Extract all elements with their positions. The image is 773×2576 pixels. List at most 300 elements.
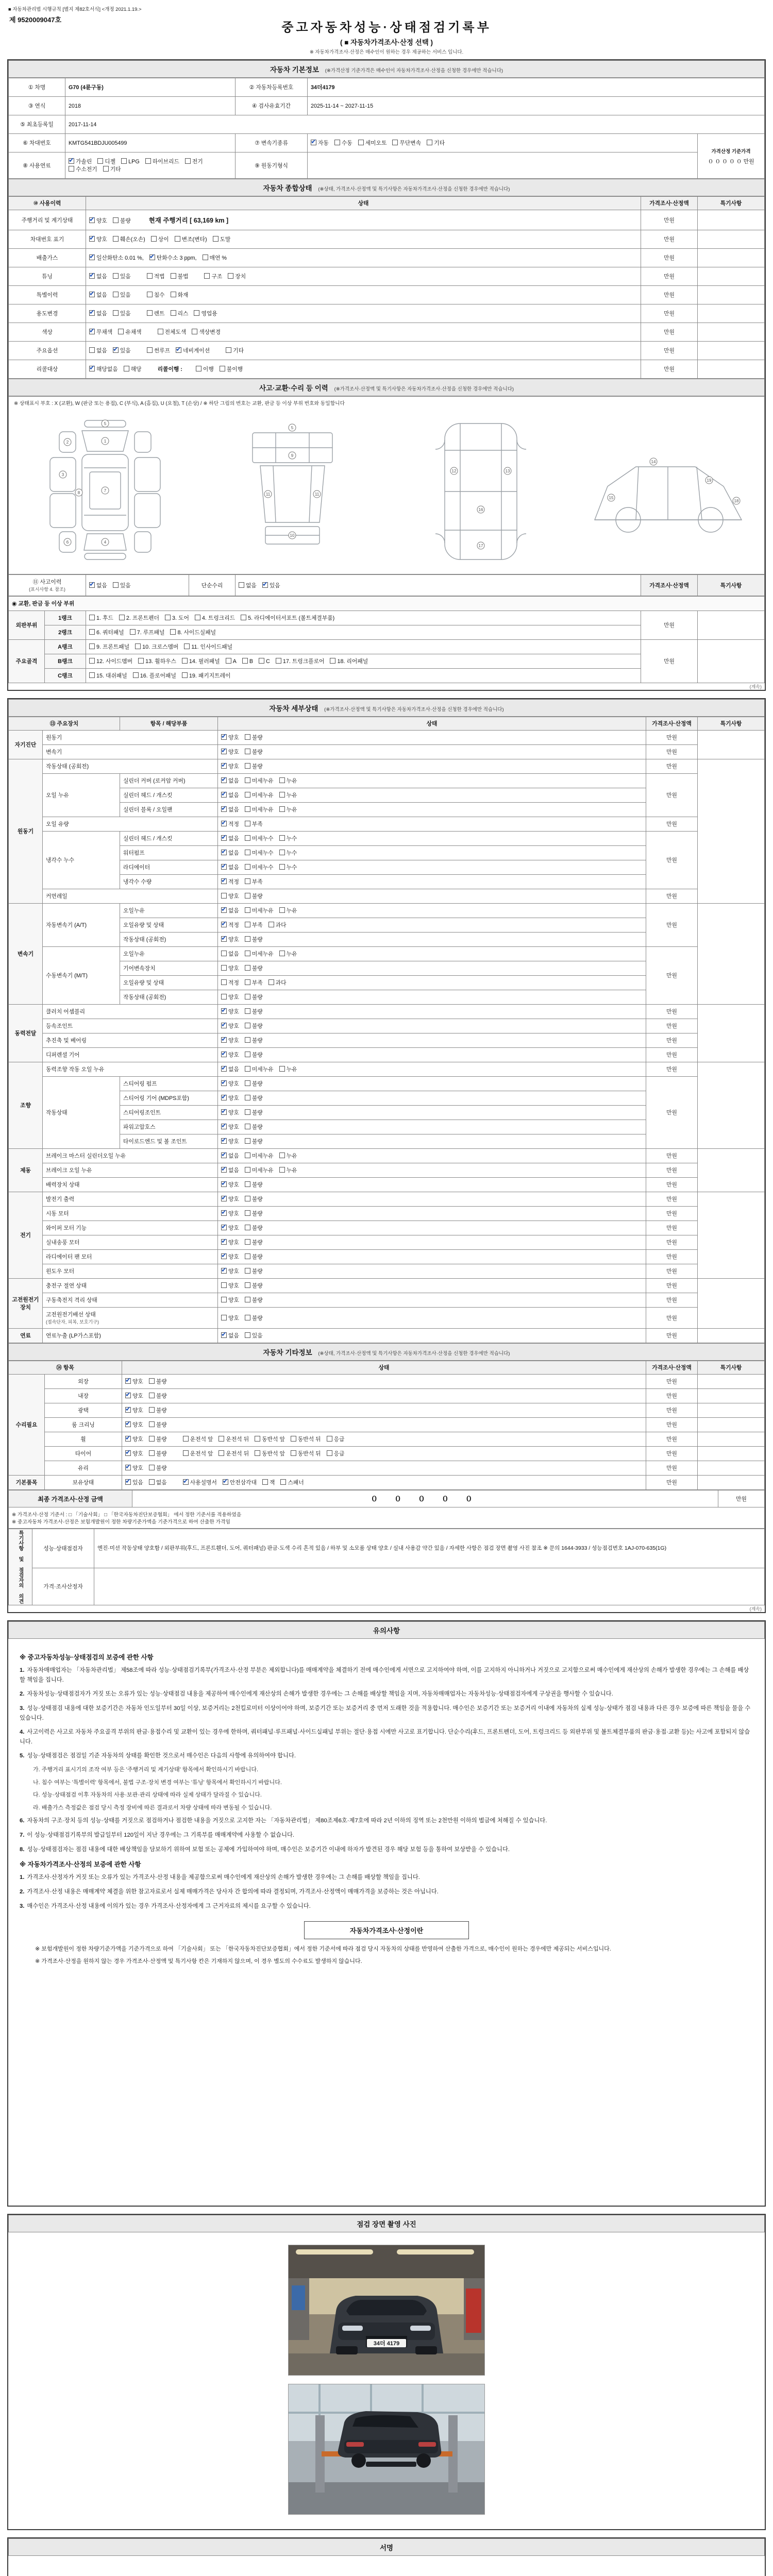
- checkbox[interactable]: [311, 140, 316, 145]
- checkbox-option[interactable]: [327, 1450, 345, 1458]
- checkbox[interactable]: [276, 658, 281, 664]
- checkbox[interactable]: [147, 347, 153, 353]
- checkbox-option[interactable]: [213, 235, 231, 243]
- checkbox[interactable]: [145, 158, 151, 164]
- checkbox[interactable]: [245, 749, 250, 754]
- price-cell[interactable]: 만원: [646, 832, 698, 889]
- checkbox[interactable]: [221, 850, 227, 855]
- checkbox-option[interactable]: [245, 849, 274, 857]
- checkbox[interactable]: [245, 1052, 250, 1057]
- checkbox[interactable]: [219, 1436, 224, 1442]
- checkbox-option[interactable]: [221, 777, 239, 785]
- checkbox[interactable]: [330, 658, 335, 664]
- checkbox[interactable]: [133, 672, 139, 678]
- checkbox-option[interactable]: [121, 158, 140, 165]
- checkbox[interactable]: [291, 1436, 296, 1442]
- checkbox-option[interactable]: [276, 657, 325, 665]
- checkbox-option[interactable]: [221, 1239, 239, 1246]
- checkbox-option[interactable]: [245, 964, 263, 972]
- checkbox-option[interactable]: [149, 1406, 167, 1414]
- checkbox[interactable]: [245, 1210, 250, 1216]
- checkbox[interactable]: [245, 936, 250, 942]
- checkbox-option[interactable]: [279, 1166, 297, 1174]
- checkbox-option[interactable]: [125, 1464, 143, 1472]
- checkbox-option[interactable]: [171, 310, 189, 317]
- checkbox-option[interactable]: [245, 1138, 263, 1145]
- checkbox-option[interactable]: [147, 273, 165, 280]
- checkbox[interactable]: [245, 806, 250, 812]
- price-cell[interactable]: 만원: [646, 1461, 698, 1476]
- checkbox[interactable]: [219, 1450, 224, 1456]
- checkbox[interactable]: [184, 643, 190, 649]
- checkbox-option[interactable]: [119, 614, 159, 622]
- note-cell[interactable]: [698, 1192, 765, 1279]
- checkbox[interactable]: [125, 1421, 131, 1427]
- checkbox[interactable]: [245, 1282, 250, 1288]
- checkbox[interactable]: [103, 166, 109, 172]
- checkbox[interactable]: [221, 1239, 227, 1245]
- checkbox-option[interactable]: [221, 820, 239, 828]
- checkbox-option[interactable]: [221, 1224, 239, 1232]
- checkbox[interactable]: [245, 1181, 250, 1187]
- price-cell[interactable]: 만원: [641, 249, 698, 267]
- checkbox-option[interactable]: [279, 791, 297, 799]
- checkbox-option[interactable]: [147, 310, 165, 317]
- checkbox[interactable]: [228, 273, 233, 279]
- checkbox[interactable]: [245, 1124, 250, 1129]
- checkbox[interactable]: [213, 236, 219, 242]
- price-cell[interactable]: 만원: [641, 210, 698, 230]
- checkbox-option[interactable]: [89, 328, 112, 336]
- signature-area[interactable]: [8, 2556, 765, 2576]
- checkbox[interactable]: [113, 292, 119, 297]
- checkbox-option[interactable]: [245, 1267, 263, 1275]
- checkbox[interactable]: [245, 1225, 250, 1230]
- checkbox[interactable]: [245, 907, 250, 913]
- checkbox-option[interactable]: [245, 1152, 274, 1160]
- checkbox-option[interactable]: [113, 291, 131, 299]
- checkbox[interactable]: [176, 347, 181, 353]
- checkbox[interactable]: [221, 821, 227, 826]
- checkbox[interactable]: [221, 1052, 227, 1057]
- checkbox-option[interactable]: [221, 1332, 239, 1340]
- checkbox-option[interactable]: [262, 1479, 275, 1486]
- price-cell[interactable]: 만원: [646, 1389, 698, 1403]
- checkbox[interactable]: [245, 922, 250, 927]
- checkbox-option[interactable]: [149, 1479, 167, 1486]
- checkbox[interactable]: [113, 582, 119, 588]
- checkbox[interactable]: [151, 236, 157, 242]
- checkbox-option[interactable]: [221, 921, 239, 929]
- checkbox-option[interactable]: [245, 950, 274, 958]
- note-cell[interactable]: [698, 1279, 765, 1329]
- checkbox-option[interactable]: [245, 1210, 263, 1217]
- checkbox-option[interactable]: [268, 921, 287, 929]
- checkbox-option[interactable]: [221, 936, 239, 943]
- checkbox[interactable]: [125, 1407, 131, 1413]
- price-cell[interactable]: 만원: [641, 611, 698, 640]
- checkbox-option[interactable]: [221, 1267, 239, 1275]
- checkbox[interactable]: [221, 1282, 227, 1288]
- checkbox-option[interactable]: [221, 1022, 239, 1030]
- price-cell[interactable]: 만원: [646, 1149, 698, 1163]
- checkbox[interactable]: [221, 749, 227, 754]
- checkbox-option[interactable]: [245, 1094, 263, 1102]
- checkbox-option[interactable]: [245, 777, 274, 785]
- checkbox-option[interactable]: [279, 849, 297, 857]
- checkbox[interactable]: [221, 806, 227, 812]
- checkbox[interactable]: [149, 1436, 155, 1442]
- price-cell[interactable]: 만원: [641, 360, 698, 379]
- checkbox-option[interactable]: [245, 878, 263, 886]
- checkbox-option[interactable]: [221, 1080, 239, 1088]
- checkbox-option[interactable]: [245, 1314, 263, 1322]
- checkbox[interactable]: [241, 615, 246, 620]
- checkbox[interactable]: [245, 994, 250, 999]
- checkbox[interactable]: [125, 1479, 131, 1485]
- checkbox[interactable]: [182, 658, 188, 664]
- checkbox-option[interactable]: [89, 254, 144, 262]
- checkbox-option[interactable]: [145, 158, 179, 165]
- checkbox-option[interactable]: [113, 347, 131, 354]
- checkbox[interactable]: [194, 310, 199, 316]
- checkbox[interactable]: [221, 792, 227, 798]
- checkbox-option[interactable]: [221, 863, 239, 871]
- checkbox[interactable]: [221, 1225, 227, 1230]
- price-cell[interactable]: 만원: [646, 817, 698, 832]
- checkbox-option[interactable]: [89, 310, 107, 317]
- checkbox-option[interactable]: [280, 1479, 304, 1486]
- checkbox-option[interactable]: [358, 139, 387, 147]
- note-cell[interactable]: [698, 1375, 765, 1389]
- checkbox[interactable]: [203, 255, 208, 260]
- checkbox[interactable]: [221, 1109, 227, 1115]
- checkbox-option[interactable]: [221, 748, 239, 756]
- checkbox[interactable]: [245, 835, 250, 841]
- price-cell[interactable]: 만원: [646, 1447, 698, 1461]
- checkbox-option[interactable]: [149, 1450, 167, 1458]
- checkbox[interactable]: [245, 951, 250, 956]
- checkbox-option[interactable]: [185, 158, 203, 165]
- checkbox-option[interactable]: [221, 1138, 239, 1145]
- checkbox[interactable]: [149, 1421, 155, 1427]
- checkbox[interactable]: [220, 366, 225, 371]
- checkbox-option[interactable]: [239, 582, 257, 589]
- checkbox-option[interactable]: [125, 1392, 143, 1400]
- checkbox-option[interactable]: [245, 993, 263, 1001]
- checkbox[interactable]: [204, 273, 210, 279]
- checkbox-option[interactable]: [125, 1378, 143, 1385]
- checkbox-option[interactable]: [245, 1296, 263, 1304]
- checkbox[interactable]: [125, 1436, 131, 1442]
- note-cell[interactable]: [698, 904, 765, 1005]
- checkbox[interactable]: [221, 1080, 227, 1086]
- checkbox-option[interactable]: [327, 1435, 345, 1443]
- checkbox[interactable]: [242, 658, 248, 664]
- checkbox-option[interactable]: [184, 643, 232, 651]
- checkbox-option[interactable]: [245, 762, 263, 770]
- checkbox-option[interactable]: [221, 964, 239, 972]
- checkbox-option[interactable]: [221, 1282, 239, 1290]
- checkbox-option[interactable]: [221, 1314, 239, 1322]
- checkbox[interactable]: [245, 1023, 250, 1028]
- price-cell[interactable]: 만원: [646, 1221, 698, 1235]
- checkbox[interactable]: [149, 1465, 155, 1470]
- checkbox-option[interactable]: [245, 907, 274, 914]
- checkbox-option[interactable]: [245, 936, 263, 943]
- note-cell[interactable]: [698, 1062, 765, 1149]
- checkbox[interactable]: [245, 1332, 250, 1338]
- checkbox[interactable]: [182, 672, 188, 678]
- price-cell[interactable]: 만원: [646, 1293, 698, 1308]
- checkbox-option[interactable]: [245, 892, 263, 900]
- checkbox-option[interactable]: [245, 1181, 263, 1189]
- checkbox[interactable]: [125, 1450, 131, 1456]
- note-cell[interactable]: [698, 1461, 765, 1476]
- checkbox[interactable]: [221, 1253, 227, 1259]
- checkbox[interactable]: [89, 273, 95, 279]
- price-cell[interactable]: 만원: [646, 1375, 698, 1389]
- checkbox-option[interactable]: [245, 1080, 263, 1088]
- checkbox-option[interactable]: [221, 791, 239, 799]
- checkbox-option[interactable]: [241, 614, 334, 622]
- checkbox[interactable]: [245, 979, 250, 985]
- checkbox-option[interactable]: [245, 1224, 263, 1232]
- note-cell[interactable]: [698, 1329, 765, 1343]
- checkbox[interactable]: [221, 1196, 227, 1201]
- checkbox-option[interactable]: [89, 365, 118, 373]
- checkbox[interactable]: [149, 1479, 155, 1485]
- checkbox[interactable]: [245, 878, 250, 884]
- checkbox-option[interactable]: [149, 1421, 167, 1429]
- checkbox[interactable]: [245, 850, 250, 855]
- checkbox[interactable]: [221, 965, 227, 971]
- checkbox[interactable]: [221, 907, 227, 913]
- checkbox[interactable]: [113, 273, 119, 279]
- checkbox-option[interactable]: [228, 273, 246, 280]
- checkbox[interactable]: [221, 951, 227, 956]
- price-cell[interactable]: 만원: [646, 1005, 698, 1019]
- checkbox[interactable]: [89, 329, 95, 334]
- checkbox[interactable]: [262, 1479, 268, 1485]
- checkbox[interactable]: [113, 217, 119, 223]
- checkbox[interactable]: [245, 1008, 250, 1014]
- checkbox-option[interactable]: [89, 643, 129, 651]
- note-cell[interactable]: [698, 1389, 765, 1403]
- checkbox[interactable]: [239, 582, 244, 588]
- price-cell[interactable]: 만원: [646, 889, 698, 904]
- checkbox[interactable]: [221, 1124, 227, 1129]
- checkbox-option[interactable]: [245, 1253, 263, 1261]
- checkbox[interactable]: [279, 951, 285, 956]
- checkbox-option[interactable]: [165, 614, 189, 622]
- checkbox-option[interactable]: [182, 657, 220, 665]
- checkbox-option[interactable]: [89, 291, 107, 299]
- checkbox[interactable]: [280, 1479, 286, 1485]
- checkbox[interactable]: [138, 658, 144, 664]
- checkbox[interactable]: [89, 615, 95, 620]
- checkbox[interactable]: [291, 1450, 296, 1456]
- checkbox-option[interactable]: [245, 1332, 263, 1340]
- price-base-value[interactable]: ０ ０ ０ ０ ０: [708, 158, 742, 165]
- checkbox[interactable]: [221, 1023, 227, 1028]
- price-cell[interactable]: 만원: [646, 1279, 698, 1293]
- checkbox-option[interactable]: [125, 1479, 143, 1486]
- checkbox[interactable]: [69, 166, 74, 172]
- checkbox[interactable]: [245, 893, 250, 899]
- checkbox-option[interactable]: [245, 1065, 274, 1073]
- checkbox-option[interactable]: [221, 993, 239, 1001]
- checkbox[interactable]: [245, 965, 250, 971]
- checkbox-option[interactable]: [221, 734, 239, 741]
- checkbox-option[interactable]: [427, 139, 445, 147]
- note-cell[interactable]: [698, 1432, 765, 1447]
- checkbox-option[interactable]: [204, 273, 222, 280]
- note-cell[interactable]: [698, 1418, 765, 1432]
- price-cell[interactable]: 만원: [646, 745, 698, 759]
- checkbox[interactable]: [221, 1066, 227, 1072]
- price-cell[interactable]: 만원: [646, 1178, 698, 1192]
- checkbox-option[interactable]: [133, 672, 176, 680]
- note-cell[interactable]: [698, 230, 765, 249]
- appraiser-opinion-text[interactable]: [94, 1568, 765, 1605]
- price-cell[interactable]: 만원: [646, 1077, 698, 1149]
- checkbox[interactable]: [221, 979, 227, 985]
- checkbox[interactable]: [268, 979, 274, 985]
- checkbox[interactable]: [245, 1315, 250, 1320]
- checkbox-option[interactable]: [221, 878, 239, 886]
- checkbox-option[interactable]: [170, 629, 216, 636]
- checkbox-option[interactable]: [89, 347, 107, 354]
- checkbox[interactable]: [245, 1080, 250, 1086]
- checkbox-option[interactable]: [279, 777, 297, 785]
- note-cell[interactable]: [698, 1005, 765, 1062]
- price-cell[interactable]: 만원: [646, 1250, 698, 1264]
- checkbox-option[interactable]: [221, 1195, 239, 1203]
- checkbox-option[interactable]: [69, 158, 92, 165]
- checkbox-option[interactable]: [125, 1435, 143, 1443]
- checkbox-option[interactable]: [194, 310, 217, 317]
- checkbox[interactable]: [245, 1167, 250, 1173]
- checkbox[interactable]: [245, 1239, 250, 1245]
- checkbox-option[interactable]: [221, 1181, 239, 1189]
- checkbox-option[interactable]: [89, 273, 107, 280]
- checkbox-option[interactable]: [221, 1253, 239, 1261]
- checkbox[interactable]: [221, 1153, 227, 1158]
- checkbox[interactable]: [245, 792, 250, 798]
- checkbox-option[interactable]: [291, 1450, 321, 1458]
- checkbox[interactable]: [113, 347, 119, 353]
- checkbox-option[interactable]: [171, 291, 189, 299]
- checkbox[interactable]: [221, 1181, 227, 1187]
- checkbox[interactable]: [113, 310, 119, 316]
- checkbox[interactable]: [196, 366, 201, 371]
- checkbox-option[interactable]: [149, 1464, 167, 1472]
- price-cell[interactable]: 만원: [646, 1235, 698, 1250]
- checkbox[interactable]: [279, 1167, 285, 1173]
- note-cell[interactable]: [698, 759, 765, 904]
- price-cell[interactable]: 만원: [641, 286, 698, 304]
- checkbox[interactable]: [147, 292, 153, 297]
- checkbox-option[interactable]: [149, 1392, 167, 1400]
- checkbox[interactable]: [221, 1210, 227, 1216]
- checkbox-option[interactable]: [221, 1037, 239, 1044]
- checkbox-option[interactable]: [158, 328, 187, 336]
- checkbox[interactable]: [158, 329, 163, 334]
- price-cell[interactable]: 만원: [641, 304, 698, 323]
- checkbox[interactable]: [135, 643, 141, 649]
- checkbox-option[interactable]: [221, 806, 239, 814]
- checkbox-option[interactable]: [226, 658, 237, 665]
- checkbox-option[interactable]: [221, 979, 239, 987]
- checkbox-option[interactable]: [89, 672, 127, 680]
- checkbox-option[interactable]: [279, 806, 297, 814]
- checkbox-option[interactable]: [220, 365, 243, 373]
- checkbox[interactable]: [245, 763, 250, 769]
- price-cell[interactable]: 만원: [646, 759, 698, 774]
- price-cell[interactable]: 만원: [646, 1264, 698, 1279]
- checkbox-option[interactable]: [113, 273, 131, 280]
- checkbox[interactable]: [149, 1393, 155, 1398]
- checkbox[interactable]: [245, 1037, 250, 1043]
- checkbox[interactable]: [279, 792, 285, 798]
- checkbox[interactable]: [259, 658, 264, 664]
- checkbox[interactable]: [392, 140, 398, 145]
- checkbox[interactable]: [171, 292, 176, 297]
- checkbox[interactable]: [124, 366, 129, 371]
- checkbox-option[interactable]: [245, 979, 263, 987]
- checkbox[interactable]: [221, 777, 227, 783]
- checkbox-option[interactable]: [203, 254, 227, 262]
- note-cell[interactable]: [698, 731, 765, 759]
- checkbox[interactable]: [171, 273, 176, 279]
- checkbox[interactable]: [185, 158, 191, 164]
- checkbox-option[interactable]: [279, 835, 297, 842]
- checkbox-option[interactable]: [392, 139, 421, 147]
- checkbox[interactable]: [221, 763, 227, 769]
- checkbox[interactable]: [334, 140, 340, 145]
- checkbox[interactable]: [183, 1450, 189, 1456]
- note-cell[interactable]: [698, 1149, 765, 1192]
- checkbox-option[interactable]: [245, 863, 274, 871]
- checkbox-option[interactable]: [245, 1109, 263, 1116]
- checkbox-option[interactable]: [221, 1109, 239, 1116]
- checkbox[interactable]: [221, 878, 227, 884]
- checkbox-option[interactable]: [255, 1435, 285, 1443]
- note-cell[interactable]: [698, 249, 765, 267]
- checkbox-option[interactable]: [183, 1450, 213, 1458]
- checkbox-option[interactable]: [138, 657, 176, 665]
- checkbox-option[interactable]: [149, 1435, 167, 1443]
- price-cell[interactable]: 만원: [646, 1192, 698, 1207]
- checkbox[interactable]: [279, 1066, 285, 1072]
- checkbox[interactable]: [221, 1167, 227, 1173]
- checkbox-option[interactable]: [89, 614, 113, 622]
- checkbox[interactable]: [89, 658, 95, 664]
- note-cell[interactable]: [698, 1476, 765, 1490]
- checkbox[interactable]: [165, 615, 171, 620]
- checkbox-option[interactable]: [175, 235, 207, 243]
- checkbox-option[interactable]: [221, 950, 239, 958]
- price-cell[interactable]: 만원: [641, 230, 698, 249]
- checkbox-option[interactable]: [183, 1479, 217, 1486]
- checkbox[interactable]: [279, 806, 285, 812]
- checkbox-option[interactable]: [221, 849, 239, 857]
- checkbox[interactable]: [89, 236, 95, 242]
- price-cell[interactable]: 만원: [646, 1207, 698, 1221]
- checkbox[interactable]: [221, 734, 227, 740]
- checkbox[interactable]: [245, 1153, 250, 1158]
